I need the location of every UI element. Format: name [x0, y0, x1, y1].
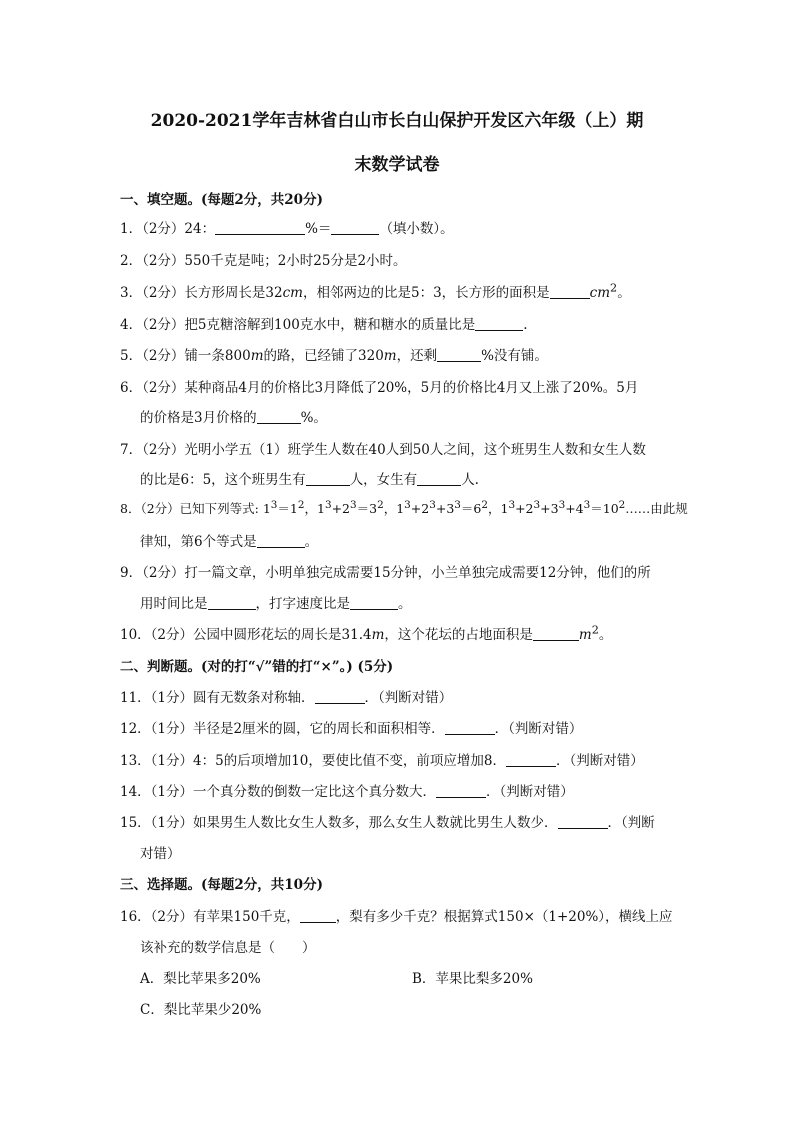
exam-title-line1: 2020-2021学年吉林省白山市长白山保护开发区六年级（上）期 [150, 111, 644, 131]
section-multiple-choice: 三、选择题。(每题2分，共10分) [120, 877, 323, 893]
question-4: 4．（2分）把5克糖溶解到100克水中，糖和糖水的质量比是 . [120, 317, 528, 333]
answer-blank[interactable] [417, 471, 461, 486]
answer-blank[interactable] [300, 908, 336, 923]
question-10: 10．（2分）公园中圆形花坛的周长是31.4m，这个花坛的占地面积是 $m^2$。 [120, 623, 613, 643]
question-9-cont: 用时间比是 ，打字速度比是 。 [140, 596, 412, 612]
question-8: 8．（2分）已知下列等式: $1^3=1^2$，$1^3+2^3=3^2$，$1^3+2^3+3^3=6^2$，$1^3+2^3+3^3+4^3=10^2\dots\dots$由此规 [120, 499, 688, 517]
question-7-cont: 的比是6：5，这个班男生有 人，女生有 人. [140, 472, 479, 488]
answer-blank[interactable] [257, 533, 305, 548]
question-8-cont: 律知，第6个等式是 。 [140, 534, 319, 550]
answer-blank[interactable] [215, 220, 305, 235]
question-13: 13．（1分）4：5的后项增加10，要使比值不变，前项应增加8． ．（判断对错） [120, 753, 644, 769]
question-15-cont: 对错） [140, 846, 181, 862]
answer-blank[interactable] [550, 284, 590, 299]
question-3: 3．（2分）长方形周长是32cm，相邻两边的比是5：3，长方形的面积是 $cm^2$。 [120, 281, 631, 301]
question-5: 5．（2分）铺一条800m的路，已经铺了320m，还剩 %没有铺。 [120, 348, 548, 364]
answer-blank[interactable] [437, 347, 481, 362]
option-b[interactable]: B．苹果比梨多20% [412, 971, 533, 987]
section-fill-blank: 一、填空题。(每题2分，共20分) [120, 192, 323, 208]
answer-blank[interactable] [533, 626, 579, 641]
question-15: 15．（1分）如果男生人数比女生人数多，那么女生人数就比男生人数少． ．（判断 [120, 815, 655, 831]
question-16-cont: 该补充的数学信息是（ ） [140, 940, 316, 956]
answer-blank[interactable] [208, 595, 256, 610]
answer-blank[interactable] [475, 316, 523, 331]
question-12: 12．（1分）半径是2厘米的圆，它的周长和面积相等． ．（判断对错） [120, 721, 583, 737]
answer-blank[interactable] [350, 595, 398, 610]
question-2: 2．（2分）550千克是吨；2小时25分是2小时。 [120, 253, 407, 269]
answer-blank[interactable] [445, 720, 495, 735]
exam-title-line2: 末数学试卷 [354, 155, 440, 175]
question-6-cont: 的价格是3月价格的 %。 [140, 410, 327, 426]
answer-blank[interactable] [315, 689, 365, 704]
option-c[interactable]: C．梨比苹果少20% [140, 1002, 262, 1018]
question-9: 9．（2分）打一篇文章，小明单独完成需要15分钟，小兰单独完成需要12分钟，他们的所 [120, 565, 651, 581]
answer-blank[interactable] [257, 409, 301, 424]
question-6: 6．（2分）某种商品4月的价格比3月降低了20%，5月的价格比4月又上涨了20%。5月 [120, 380, 639, 396]
question-1: 1．（2分）24： %＝ （填小数）。 [120, 221, 454, 237]
question-16: 16．（2分）有苹果150千克， ，梨有多少千克？根据算式150×（1+20%），横线上应 [120, 909, 673, 925]
answer-blank[interactable] [558, 814, 608, 829]
option-a[interactable]: A．梨比苹果多20% [140, 971, 261, 987]
question-7: 7．（2分）光明小学五（1）班学生人数在40人到50人之间，这个班男生人数和女生人数 [120, 442, 646, 458]
answer-blank[interactable] [331, 220, 379, 235]
section-true-false: 二、判断题。(对的打“√”错的打“×”。) (5分) [120, 659, 394, 675]
answer-blank[interactable] [306, 471, 350, 486]
question-14: 14．（1分）一个真分数的倒数一定比这个真分数大． ．（判断对错） [120, 784, 574, 800]
answer-blank[interactable] [436, 783, 486, 798]
answer-blank[interactable] [506, 752, 556, 767]
question-11: 11．（1分）圆有无数条对称轴． ．（判断对错） [120, 690, 453, 706]
